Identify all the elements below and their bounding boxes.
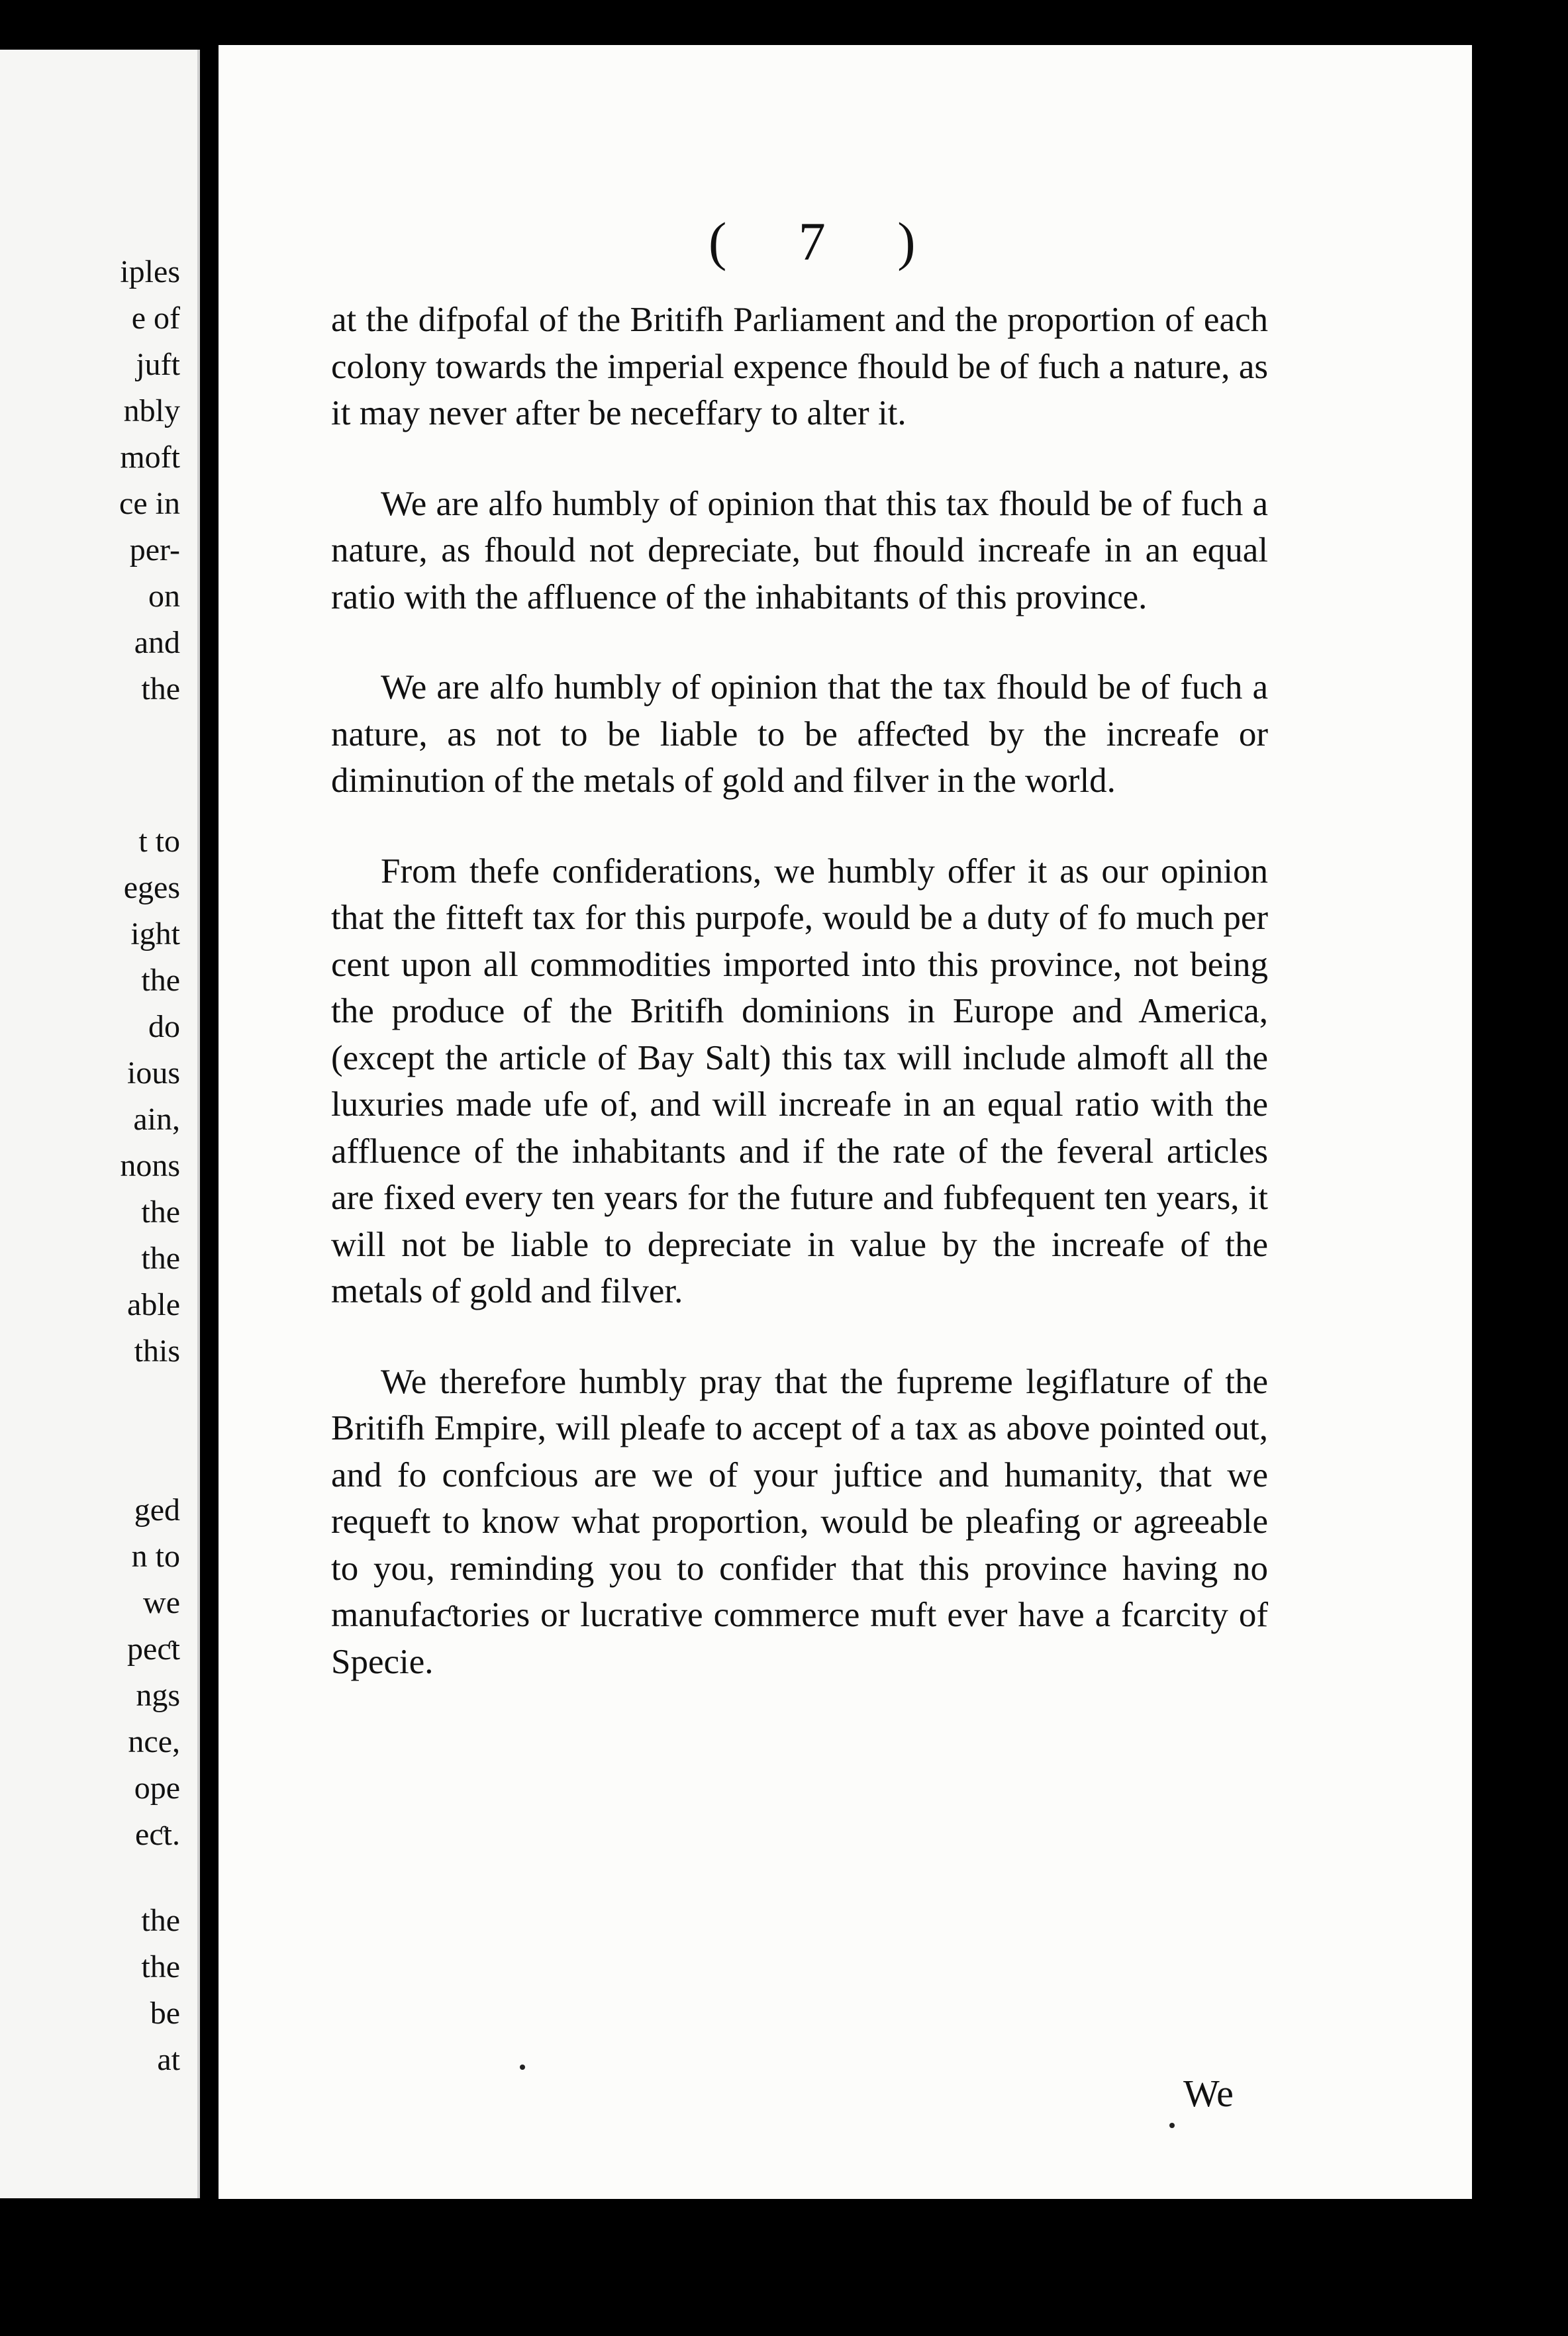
left-line: the [141,963,180,998]
left-line: per- [129,532,180,567]
left-line: e of [131,301,180,336]
left-line: on [148,579,180,614]
left-line: t to [138,824,180,859]
left-line: ope [134,1771,180,1806]
left-line: ngs [136,1678,180,1713]
left-line: juft [136,347,180,382]
left-line: ain, [133,1102,180,1137]
left-line: do [148,1009,180,1044]
book-page [219,45,1472,2199]
left-line: nbly [123,393,180,428]
facing-page-fragment [0,50,200,2198]
left-line: and [134,625,180,660]
left-line: iples [120,254,180,289]
paragraph: We therefore humbly pray that the fupreme legiflature of the Britifh Empire, will pleafe to accept of a tax as above pointed out, and fo confcious are we of your juftice and humanity, that we requeft to know what proportion, would be pleafing or agreeable to you, reminding you to confider that this province having no manufaƈtories or lucrative commerce muft ever have a fcarcity of Specie. [331,1362,1268,1681]
paragraph: at the difpofal of the Britifh Parliament and the proportion of each colony towards the imperial expence fhould be of fuch a nature, as it may never after be neceffary to alter it. [331,301,1268,432]
left-line: n to [131,1539,180,1574]
left-line: ious [126,1055,180,1091]
left-line: the [141,1194,180,1230]
left-line: the [141,1949,180,1984]
paragraph: From thefe confiderations, we humbly offer it as our opinion that the fitteft tax for this purpofe, would be a duty of fo much per cent upon all commodities imported into this province, not being the produce of the Britifh dominions in Europe and America, (except the article of Bay Salt) this tax will include almoft all the luxuries made ufe of, and will increafe in an equal ratio with the affluence of the inhabitants and if the rate of the feveral articles are fixed every ten years for the future and fubfequent ten years, it will not be liable to depreciate in value by the increafe of the metals of gold and filver. [331,852,1268,1310]
left-line: eƈt. [135,1817,180,1852]
left-line: the [141,1903,180,1938]
left-line: peƈt [127,1631,180,1667]
left-line: ight [130,916,180,951]
left-line: nons [120,1148,180,1183]
left-line: ce in [119,486,180,521]
ink-speck [520,2065,525,2070]
left-line: we [143,1585,180,1620]
paragraph: We are alfo humbly of opinion that the tax fhould be of fuch a nature, as not to be liable to be affeƈted by the increafe or diminution of the metals of gold and filver in the world. [331,668,1268,800]
left-line: moft [120,440,180,475]
left-line: at [157,2042,180,2077]
left-line: be [150,1996,180,2031]
left-line: the [141,671,180,706]
ink-speck [1169,2123,1175,2128]
left-line: able [127,1287,180,1322]
paragraph: We are alfo humbly of opinion that this tax fhould be of fuch a nature, as fhould not depreciate, but fhould increafe in an equal ratio with the affluence of the inhabitants of this province. [331,484,1268,616]
catchword: We [1183,2072,1234,2115]
body-text [331,297,1268,1685]
left-line: eges [123,870,180,905]
left-line: the [141,1241,180,1276]
left-line: ged [134,1492,180,1528]
left-line: nce, [128,1724,180,1759]
page-number: ( 7 ) [709,211,945,271]
left-line: this [134,1334,180,1369]
